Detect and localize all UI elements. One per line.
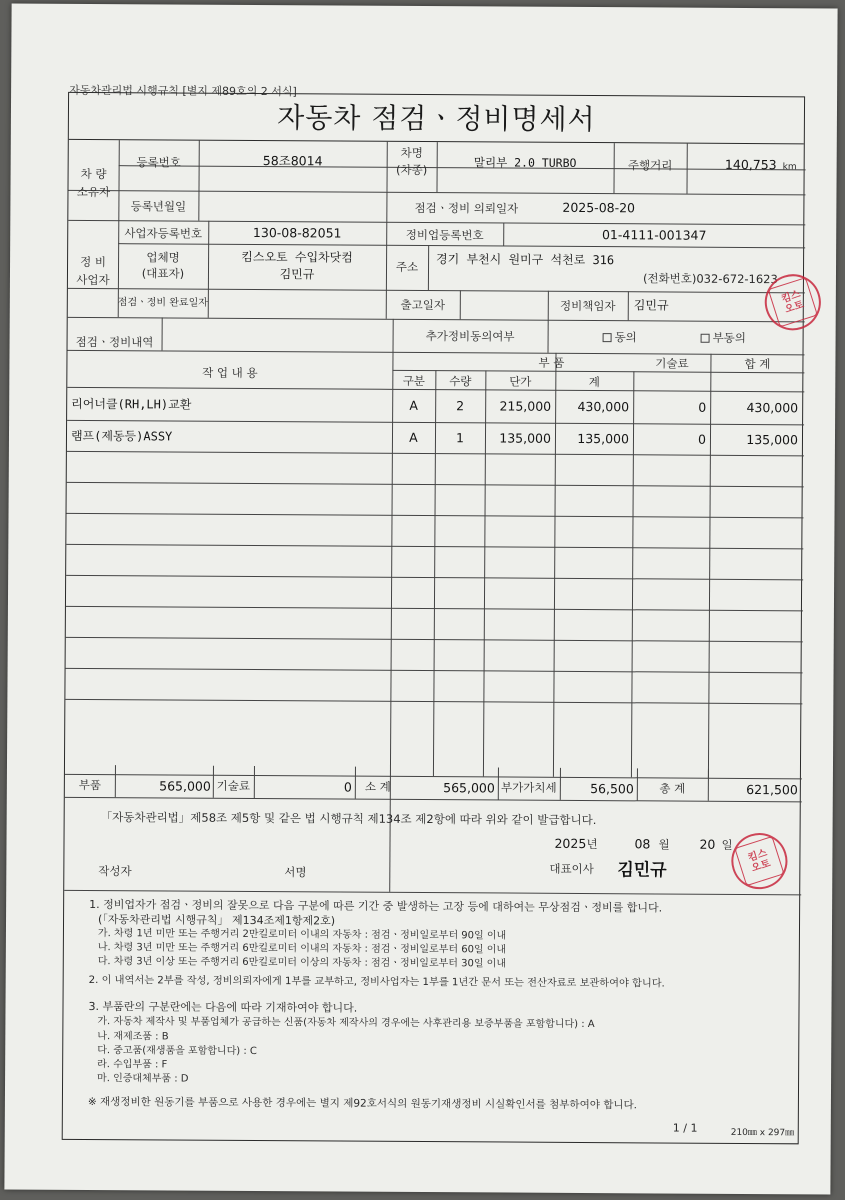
issue-day-label: 일: [721, 837, 733, 852]
issue-day: 20: [699, 836, 716, 852]
phone-value: (전화번호)032-672-1623: [642, 271, 778, 287]
note-line: 나. 재제조품 : B: [97, 1031, 169, 1043]
request-date-label: 점검ㆍ정비 의뢰일자: [414, 200, 519, 216]
car-name-value: 말리부 2.0 TURBO: [473, 155, 577, 170]
row-sum: 135,000: [577, 430, 630, 447]
details-label: 점검ㆍ정비내역: [75, 334, 154, 350]
totals-parts-value: 565,000: [159, 778, 211, 794]
qty-subheader: 수량: [449, 374, 472, 389]
issue-month-label: 월: [658, 837, 670, 852]
address-value: 경기 부천시 원미구 석천로 316: [436, 252, 615, 268]
representative-name: 김민규: [279, 267, 315, 282]
paper-size: 210㎜ x 297㎜: [730, 1127, 795, 1139]
note-line: 2. 이 내역서는 2부를 작성, 정비의뢰자에게 1부를 교부하고, 정비사업자는 1부를 1년간 문서 또는 전산자료로 보관하여야 합니다.: [88, 974, 665, 990]
issue-year-label: 년: [586, 837, 598, 852]
form-number: 자동차관리법 시행규칙 [별지 제89호의 2 서식]: [69, 83, 297, 99]
checkbox-icon: [701, 334, 710, 343]
company-label: 업체명 (대표자): [141, 250, 185, 281]
sign-label: 서명: [284, 865, 307, 880]
row-work: 램프(제동등)ASSY: [70, 428, 173, 444]
document-title: 자동차 점검ㆍ정비명세서: [69, 93, 804, 144]
totals-total-value: 621,500: [746, 781, 798, 798]
row-sum: 430,000: [577, 398, 630, 415]
totals-vat-value: 56,500: [590, 781, 634, 797]
note-line: 가. 차령 1년 미만 또는 주행거리 2만킬로미터 이내의 자동차 : 점검ㆍ정비일로부터 90일 이내: [97, 928, 507, 942]
note-line: ※ 재생정비한 원동기를 부품으로 사용한 경우에는 별지 제92호서식의 원동기재생정비 시실확인서를 첨부하여야 합니다.: [87, 1095, 638, 1112]
row-labor: 0: [697, 431, 707, 447]
ceo-signature: 김민규: [617, 860, 667, 881]
sum-subheader: 계: [588, 375, 600, 390]
repair-reg-label: 정비업등록번호: [405, 227, 484, 243]
ceo-seal-stamp: 킴스 오토: [724, 826, 794, 896]
issue-statement: 「자동차관리법」제58조 제5항 및 같은 법 시행규칙 제134조 제2항에 따라 위와 같이 발급합니다.: [100, 810, 597, 828]
reg-no-value: 58조8014: [262, 153, 323, 169]
totals-vat-label: 부가가치세: [501, 780, 557, 795]
totals-subtotal-label: 소 계: [364, 779, 391, 794]
company-name: 킴스오토 수입차닷컴: [241, 249, 353, 265]
reg-no-label: 등록번호: [136, 155, 181, 170]
issue-month: 08: [634, 836, 651, 852]
mileage-unit: km: [782, 162, 797, 173]
note-line: 1. 정비업자가 점검ㆍ정비의 잘못으로 다음 구분에 따른 기간 중 발생하는 고장 등에 대하여는 무상점검ㆍ정비를 합니다.: [89, 897, 663, 915]
totals-total-label: 총 계: [659, 781, 686, 796]
mileage-label: 주행거리: [627, 158, 673, 173]
ceo-label: 대표이사: [549, 861, 594, 877]
totals-labor-value: 0: [343, 779, 352, 795]
request-date-value: 2025-08-20: [562, 199, 636, 216]
labor-header: 기술료: [655, 356, 689, 371]
row-total: 135,000: [746, 431, 799, 448]
row-unit-price: 215,000: [499, 398, 552, 414]
row-type: A: [409, 397, 419, 413]
mileage-value: 140,753: [724, 156, 777, 173]
completion-date-label: 점검ㆍ정비 완료일자: [117, 297, 208, 309]
manager-name: 김민규: [633, 298, 669, 313]
note-line: 다. 차령 3년 이상 또는 주행거리 6만킬로미터 이상의 자동차 : 점검ㆍ정비일로부터 30일 이내: [97, 956, 507, 970]
work-header: 작 업 내 용: [202, 365, 258, 380]
author-label: 작성자: [98, 864, 132, 879]
row-work: 리어너클(RH,LH)교환: [71, 396, 192, 412]
totals-parts-label: 부품: [78, 777, 102, 793]
company-seal-stamp: 킴스 오토: [758, 267, 828, 337]
total-header: 합 계: [744, 356, 771, 372]
consent-no-checkbox[interactable]: 부동의: [701, 331, 746, 345]
row-qty: 1: [455, 430, 465, 446]
row-unit-price: 135,000: [499, 430, 552, 446]
owner-section-label: 차 량 소유자: [76, 166, 111, 200]
note-line: 마. 인증대체부품 : D: [97, 1073, 189, 1085]
row-type: A: [409, 429, 418, 445]
page-number: 1 / 1: [672, 1121, 698, 1135]
note-line: (「자동차관리법 시행규칙」 제134조제1항제2호): [97, 913, 336, 928]
car-name-label: 차명 (차종): [395, 145, 428, 178]
reg-date-label: 등록년월일: [130, 199, 187, 214]
row-labor: 0: [698, 399, 707, 415]
note-line: 가. 자동차 제작사 및 부품업체가 공급하는 신품(자동차 제작사의 경우에는 사후관리용 보증부품을 포함합니다) : A: [97, 1016, 595, 1031]
row-qty: 2: [456, 398, 465, 414]
checkbox-icon: [603, 333, 612, 342]
totals-labor-label: 기술료: [216, 778, 251, 793]
release-date-label: 출고일자: [400, 297, 446, 313]
shop-section-label: 정 비 사업자: [76, 254, 110, 288]
biz-no-value: 130-08-82051: [252, 224, 342, 241]
manager-label: 정비책임자: [559, 298, 616, 314]
form-frame: [62, 92, 805, 1144]
totals-subtotal-value: 565,000: [443, 780, 495, 796]
consent-label: 추가정비동의여부: [425, 329, 515, 344]
note-line: 다. 중고품(재생품을 포함합니다) : C: [97, 1045, 257, 1058]
unit-price-subheader: 단가: [509, 374, 532, 389]
note-line: 3. 부품란의 구분란에는 다음에 따라 기재하여야 합니다.: [88, 999, 358, 1015]
note-line: 나. 차령 3년 미만 또는 주행거리 6만킬로미터 이내의 자동차 : 점검ㆍ정비일로부터 60일 이내: [97, 942, 507, 956]
parts-header: 부 품: [538, 355, 565, 370]
issue-year: 2025: [554, 835, 587, 852]
repair-reg-value: 01-4111-001347: [601, 227, 707, 243]
row-total: 430,000: [746, 399, 799, 416]
type-subheader: 구분: [402, 373, 425, 389]
document-sheet: [4, 3, 837, 1194]
address-label: 주소: [395, 259, 419, 274]
consent-yes-checkbox[interactable]: 동의: [603, 330, 637, 344]
biz-no-label: 사업자등록번호: [124, 226, 203, 241]
note-line: 라. 수입부품 : F: [97, 1059, 168, 1071]
